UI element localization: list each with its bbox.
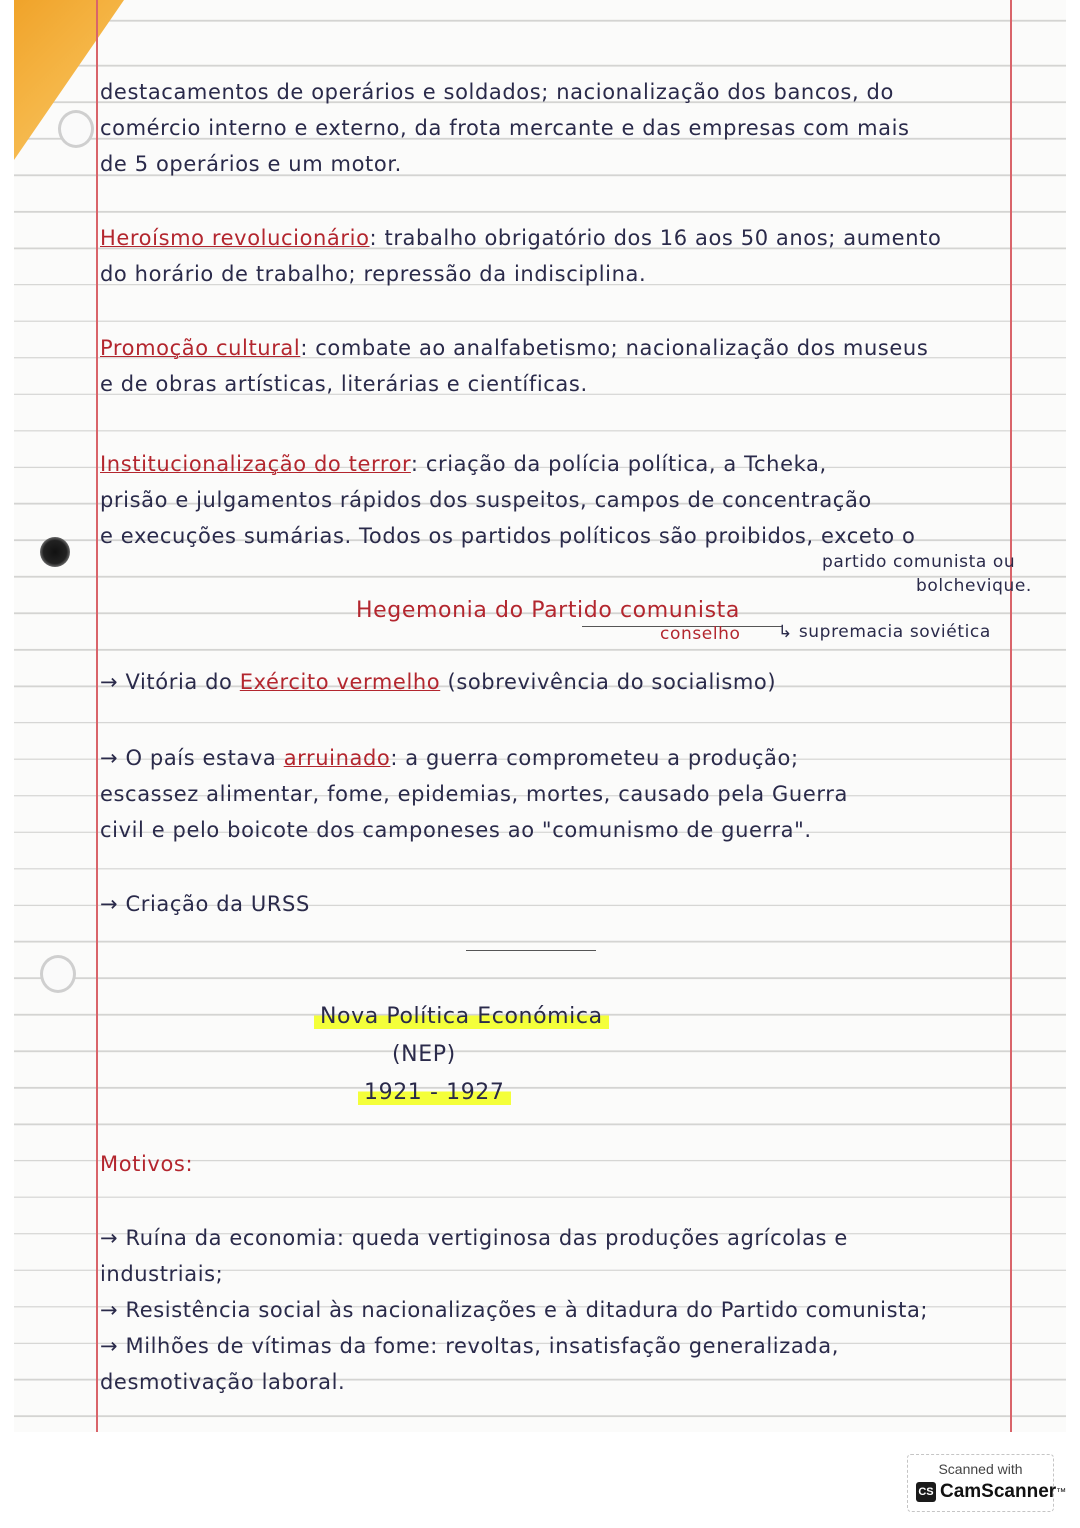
margin-note: partido comunista ou: [822, 552, 1016, 572]
terror-text: : criação da polícia política, a Tcheka,: [410, 452, 827, 476]
arrow-icon: →: [100, 670, 119, 694]
heroismo-text: : trabalho obrigatório dos 16 aos 50 anos; aumento: [369, 226, 942, 250]
hegemonia-note: ↳ supremacia soviética: [778, 622, 991, 642]
margin-note: bolchevique.: [916, 576, 1032, 596]
list-item: → Milhões de vítimas da fome: revoltas, insatisfação generalizada,: [100, 1334, 839, 1358]
bullet-item: → Vitória do Exército vermelho (sobrevivência do socialismo): [100, 670, 777, 694]
promocao-label: Promoção cultural: [100, 336, 301, 360]
list-item: → Resistência social às nacionalizações e à ditadura do Partido comunista;: [100, 1298, 929, 1322]
camscanner-brand: [916, 1481, 1066, 1503]
binder-ring-icon: [40, 955, 76, 993]
section-divider: [466, 950, 596, 951]
trademark: ™: [1056, 1486, 1067, 1498]
text-line: escassez alimentar, fome, epidemias, mortes, causado pela Guerra: [100, 782, 848, 806]
nep-title: Nova Política Económica: [314, 1004, 609, 1029]
camscanner-name: CamScanner: [940, 1481, 1057, 1502]
text-line: civil e pelo boicote dos camponeses ao "comunismo de guerra".: [100, 818, 812, 842]
right-margin-line: [1010, 0, 1012, 1432]
bullet-item: → Criação da URSS: [100, 892, 310, 916]
text-line: destacamentos de operários e soldados; nacionalização dos bancos, do: [100, 80, 894, 104]
promocao-text: : combate ao analfabetismo; nacionalização dos museus: [300, 336, 929, 360]
text-line: e de obras artísticas, literárias e científicas.: [100, 372, 588, 396]
text-line: de 5 operários e um motor.: [100, 152, 402, 176]
text-line: do horário de trabalho; repressão da indisciplina.: [100, 262, 647, 286]
scanned-with-text: Scanned with: [938, 1461, 1023, 1477]
promocao-line: [100, 336, 928, 360]
text-line: e execuções sumárias. Todos os partidos políticos são proibidos, exceto o: [100, 524, 916, 548]
nep-abbr: (NEP): [392, 1042, 456, 1067]
heroismo-line: [100, 226, 941, 250]
heroismo-label: Heroísmo revolucionário: [100, 226, 370, 250]
camscanner-badge: [907, 1454, 1067, 1512]
punch-hole-icon: [40, 537, 70, 567]
binder-ring-icon: [58, 110, 94, 148]
list-item: desmotivação laboral.: [100, 1370, 346, 1394]
hegemonia-sub: conselho: [660, 624, 741, 644]
notebook-page: [14, 0, 1066, 1432]
terror-line: [100, 452, 827, 476]
left-margin-line: [96, 0, 98, 1432]
nep-years: 1921 - 1927: [358, 1080, 511, 1105]
motivos-label: Motivos:: [100, 1152, 194, 1176]
section-title: Hegemonia do Partido comunista: [356, 598, 740, 623]
arrow-icon: →: [100, 746, 119, 770]
list-item: industriais;: [100, 1262, 224, 1286]
camscanner-logo-icon: CS: [916, 1482, 936, 1502]
bullet-item: → O país estava arruinado: a guerra comprometeu a produção;: [100, 746, 799, 770]
list-item: → Ruína da economia: queda vertiginosa das produções agrícolas e: [100, 1226, 848, 1250]
text-line: prisão e julgamentos rápidos dos suspeitos, campos de concentração: [100, 488, 872, 512]
terror-label: Institucionalização do terror: [100, 452, 411, 476]
text-line: comércio interno e externo, da frota mercante e das empresas com mais: [100, 116, 910, 140]
